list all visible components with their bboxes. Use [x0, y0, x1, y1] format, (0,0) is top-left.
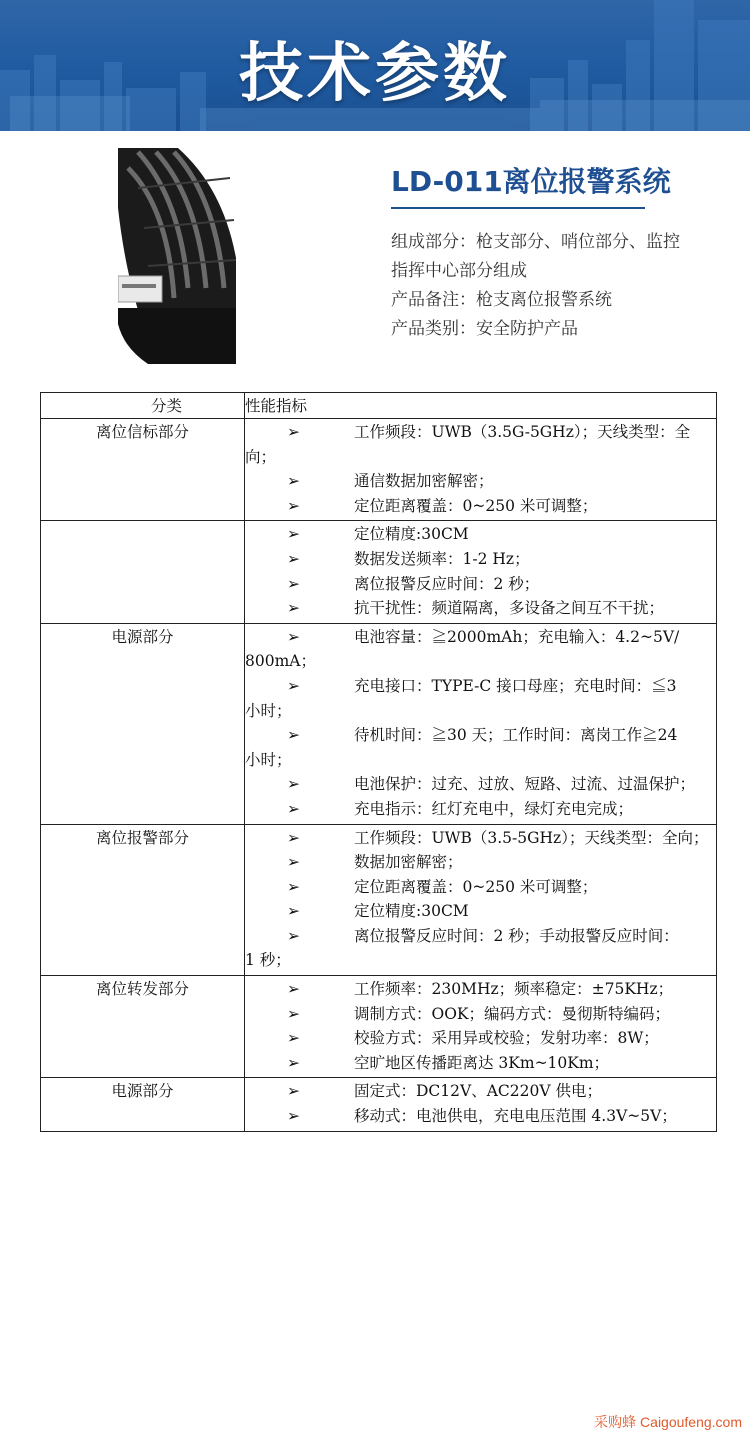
arrowhead-bullet-icon: ➢: [287, 1004, 300, 1023]
spec-item: [245, 1079, 712, 1104]
arrowhead-bullet-icon: ➢: [287, 828, 300, 847]
row-performance: [245, 623, 717, 824]
banner-title: 技术参数: [239, 37, 511, 111]
arrowhead-bullet-icon: ➢: [287, 1107, 300, 1126]
arrowhead-bullet-icon: ➢: [287, 423, 300, 441]
arrowhead-bullet-icon: ➢: [287, 902, 300, 921]
spec-item: [245, 596, 712, 621]
spec-item-text: 调制方式：OOK；编码方式：曼彻斯特编码；: [354, 1004, 670, 1023]
arrowhead-bullet-icon: ➢: [287, 627, 300, 646]
row-performance: [245, 521, 717, 623]
row-performance: [245, 419, 717, 521]
spec-item: [245, 547, 712, 572]
spec-item-text: 抗干扰性：频道隔离，多设备之间互不干扰；: [354, 599, 665, 618]
spec-item-text: 工作频率：230MHz；频率稳定：±75KHz；: [354, 980, 674, 999]
header-banner: [0, 0, 750, 131]
arrowhead-bullet-icon: ➢: [287, 1053, 300, 1072]
row-category: 电源部分: [41, 623, 245, 824]
table-row: [41, 976, 717, 1078]
info-line: 指挥中心部分组成: [391, 261, 527, 281]
spec-item-text: 数据发送频率：1-2 Hz；: [354, 549, 530, 568]
row-performance: [245, 824, 717, 976]
arrowhead-bullet-icon: ➢: [287, 799, 300, 818]
row-category: 电源部分: [41, 1078, 245, 1131]
row-category: 离位报警部分: [41, 824, 245, 976]
spec-item: [245, 875, 712, 900]
arrowhead-bullet-icon: ➢: [287, 980, 300, 999]
spec-item-continuation: 小时；: [245, 750, 292, 769]
spec-item: [245, 977, 712, 1002]
spec-item-text: 定位精度:30CM: [354, 902, 469, 921]
spec-item: [245, 469, 712, 494]
spec-item: [245, 522, 712, 547]
spec-item-text: 电池保护：过充、过放、短路、过流、过温保护；: [354, 775, 696, 794]
spec-item-text: 移动式：电池供电，充电电压范围 4.3V~5V；: [354, 1107, 677, 1126]
spec-item-text: 待机时间：≧30 天；工作时间：离岗工作≧24: [354, 726, 678, 745]
spec-item: [245, 420, 712, 469]
table-row: [41, 419, 717, 521]
arrowhead-bullet-icon: ➢: [287, 853, 300, 872]
row-performance: [245, 1078, 717, 1131]
product-info: [391, 228, 721, 344]
row-category: [41, 521, 245, 623]
arrowhead-bullet-icon: ➢: [287, 599, 300, 618]
spec-item-text: 离位报警反应时间：2 秒；: [354, 574, 540, 593]
arrowhead-bullet-icon: ➢: [287, 877, 300, 896]
table-header-row: [41, 393, 717, 419]
product-title: LD-011离位报警系统: [391, 165, 671, 198]
spec-item-text: 充电接口：TYPE-C 接口母座；充电时间：≦3: [354, 676, 677, 695]
info-line: 产品类别：安全防护产品: [391, 319, 578, 339]
spec-item: [245, 924, 712, 973]
spec-item-text: 数据加密解密；: [354, 853, 463, 872]
arrowhead-bullet-icon: ➢: [287, 926, 300, 945]
info-line: 产品备注：枪支离位报警系统: [391, 290, 612, 310]
spec-item: [245, 826, 712, 851]
arrowhead-bullet-icon: ➢: [287, 775, 300, 794]
spec-item: [245, 674, 712, 723]
spec-item: [245, 572, 712, 597]
spec-item-continuation: 向；: [245, 447, 277, 466]
spec-item: [245, 797, 712, 822]
header-performance: 性能指标: [245, 393, 717, 419]
spec-item-text: 定位精度:30CM: [354, 525, 469, 544]
spec-item: [245, 1051, 712, 1076]
arrowhead-bullet-icon: ➢: [287, 472, 300, 491]
spec-item-continuation: 小时；: [245, 701, 292, 720]
spec-item: [245, 1002, 712, 1027]
spec-item: [245, 772, 712, 797]
spec-item: [245, 625, 712, 674]
arrowhead-bullet-icon: ➢: [287, 525, 300, 544]
spec-item-text: 空旷地区传播距离达 3Km~10Km；: [354, 1053, 610, 1072]
header-category: 分类: [41, 393, 245, 419]
table-row: [41, 824, 717, 976]
spec-table: [40, 392, 717, 1132]
spec-item-text: 定位距离覆盖：0~250 米可调整；: [354, 496, 598, 515]
spec-item-text: 工作频段：UWB（3.5G-5GHz）；天线类型：全: [354, 423, 691, 441]
info-line: 组成部分：枪支部分、哨位部分、监控: [391, 232, 680, 252]
spec-item-continuation: 800mA；: [245, 652, 316, 671]
arrowhead-bullet-icon: ➢: [287, 549, 300, 568]
arrowhead-bullet-icon: ➢: [287, 574, 300, 593]
arrowhead-bullet-icon: ➢: [287, 1029, 300, 1048]
spec-item-text: 定位距离覆盖：0~250 米可调整；: [354, 877, 598, 896]
arrowhead-bullet-icon: ➢: [287, 1082, 300, 1101]
arrowhead-bullet-icon: ➢: [287, 726, 300, 745]
row-performance: [245, 976, 717, 1078]
product-photo: [118, 148, 236, 364]
table-row: [41, 623, 717, 824]
row-category: 离位转发部分: [41, 976, 245, 1078]
arrowhead-bullet-icon: ➢: [287, 496, 300, 515]
spec-item: [245, 1026, 712, 1051]
spec-item-text: 离位报警反应时间：2 秒；手动报警反应时间：: [354, 926, 679, 945]
spec-item-continuation: 1 秒；: [245, 951, 291, 970]
arrowhead-bullet-icon: ➢: [287, 676, 300, 695]
spec-item-text: 通信数据加密解密；: [354, 472, 494, 491]
spec-item: [245, 850, 712, 875]
spec-item-text: 充电指示：红灯充电中，绿灯充电完成；: [354, 799, 634, 818]
spec-item: [245, 494, 712, 519]
spec-item-text: 校验方式：采用异或校验；发射功率：8W；: [354, 1029, 659, 1048]
row-category: 离位信标部分: [41, 419, 245, 521]
spec-item: [245, 899, 712, 924]
spec-item-text: 固定式：DC12V、AC220V 供电；: [354, 1082, 602, 1101]
site-brand: 采购蜂 Caigoufeng.com: [594, 1414, 742, 1430]
spec-item-text: 电池容量：≧2000mAh；充电输入：4.2~5V/: [354, 627, 680, 646]
spec-item: [245, 1104, 712, 1129]
spec-item: [245, 723, 712, 772]
table-row: [41, 521, 717, 623]
title-underline: [391, 207, 645, 209]
spec-item-text: 工作频段：UWB（3.5-5GHz）；天线类型：全向；: [354, 828, 709, 847]
table-row: [41, 1078, 717, 1131]
